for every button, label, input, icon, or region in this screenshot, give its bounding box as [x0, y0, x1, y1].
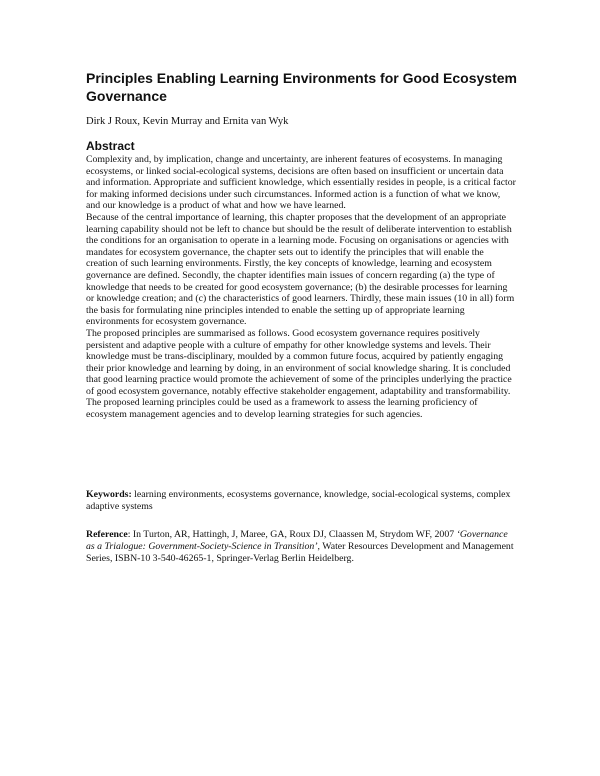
- keywords-text: learning environments, ecosystems governance, knowledge, social-ecological systems, complex adaptive systems: [86, 489, 511, 512]
- reference-label: Reference: [86, 529, 128, 540]
- paper-title: Principles Enabling Learning Environments for Good Ecosystem Governance: [86, 70, 517, 104]
- keywords-section: [86, 489, 516, 513]
- reference-suffix: , Water Resources Development and Management Series, ISBN-10 3-540-46265-1, Springer-Verlag Berlin Heidelberg.: [86, 541, 514, 564]
- abstract-heading: Abstract: [86, 139, 135, 153]
- abstract-body: [86, 154, 516, 421]
- abstract-paragraph: Complexity and, by implication, change and uncertainty, are inherent features of ecosystems. In managing ecosystems, or linked social-ecological systems, decisions are often based on insufficient or uncertain data and information. Appropriate and sufficient knowledge, which essentially resides in people, is a critical factor for making informed decisions under such circumstances. Informed action is a function of what we know, and our knowledge is a product of what and how we have learned.: [86, 154, 516, 212]
- reference-section: [86, 529, 516, 565]
- abstract-paragraph: Because of the central importance of learning, this chapter proposes that the development of an appropriate learning capability should not be left to chance but should be the result of deliberate intervention to establish the conditions for an organisation to operate in a learning mode. Focusing on organisations or agencies with mandates for ecosystem governance, the chapter sets out to identify the principles that will enable the creation of such learning environments. Firstly, the key concepts of knowledge, learning and ecosystem governance are defined. Secondly, the chapter identifies main issues of concern regarding (a) the type of knowledge that needs to be created for good ecosystem governance; (b) the desirable processes for learning or knowledge creation; and (c) the characteristics of good learners. Thirdly, these main issues (10 in all) form the basis for formulating nine principles intended to enable the setting up of appropriate learning environments for ecosystem governance.: [86, 211, 515, 328]
- keywords-label: Keywords:: [86, 489, 132, 500]
- paper-authors: Dirk J Roux, Kevin Murray and Ernita van Wyk: [86, 116, 289, 127]
- reference-prefix: : In Turton, AR, Hattingh, J, Maree, GA, Roux DJ, Claassen M, Strydom WF, 2007: [127, 529, 457, 540]
- abstract-paragraph: The proposed principles are summarised as follows. Good ecosystem governance requires positively persistent and adaptive people with a culture of empathy for other knowledge systems and levels. Their knowledge must be trans-disciplinary, moulded by a common future focus, acquired by patiently engaging their prior knowledge and learning by doing, in an environment of social knowledge sharing. It is concluded that good learning practice would promote the achievement of some of the principles underlying the practice of good ecosystem governance, notably effective stakeholder engagement, adaptability and transformability. The proposed learning principles could be used as a framework to assess the learning proficiency of ecosystem management agencies and to develop learning strategies for such agencies.: [86, 327, 512, 421]
- reference-book-title: ‘Governance as a Trialogue: Government-Society-Science in Transition’: [86, 529, 508, 552]
